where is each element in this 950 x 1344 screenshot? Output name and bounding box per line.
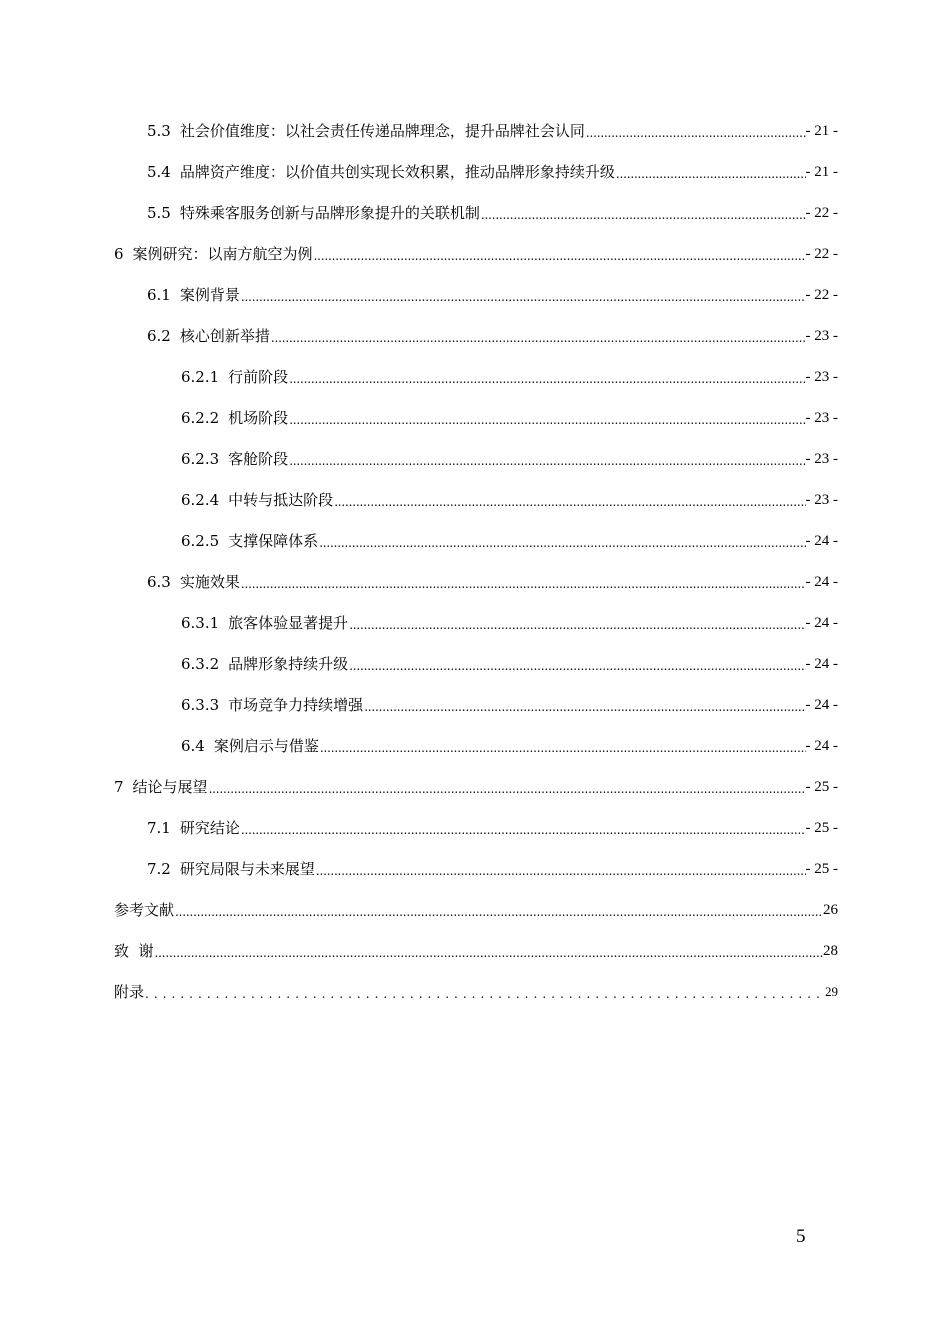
toc-entry-page: - 23 - <box>805 328 838 344</box>
toc-entry-title: 参考文献 <box>114 901 175 919</box>
toc-entry[interactable] <box>147 858 838 880</box>
dot-leader <box>348 653 805 675</box>
dot-leader <box>585 120 806 142</box>
toc-entry-title: 特殊乘客服务创新与品牌形象提升的关联机制 <box>179 204 480 222</box>
toc-entry-label <box>147 858 315 880</box>
toc-entry-label <box>181 489 333 511</box>
toc-entry-number: 5.5 <box>147 204 171 222</box>
toc-entry-page: - 23 - <box>805 451 838 467</box>
dot-leader <box>154 940 823 962</box>
toc-entry[interactable] <box>181 735 838 757</box>
dot-leader <box>270 325 806 347</box>
toc-entry-page: - 25 - <box>805 779 838 795</box>
toc-entry-page: 28 <box>823 943 838 959</box>
toc-entry[interactable] <box>181 489 838 511</box>
toc-entry-title: 附录 <box>114 983 145 1001</box>
toc-entry-page: - 22 - <box>805 246 838 262</box>
toc-entry[interactable] <box>147 120 838 142</box>
toc-entry-title: 研究结论 <box>179 819 240 837</box>
toc-entry-label <box>181 448 288 470</box>
toc-entry-title: 实施效果 <box>179 573 240 591</box>
dot-leader <box>288 407 805 429</box>
dot-leader <box>288 448 805 470</box>
dot-leader <box>240 284 806 306</box>
toc-entry-number: 6.2.5 <box>181 532 220 550</box>
toc-entry-number: 7.2 <box>147 860 171 878</box>
toc-entry[interactable] <box>114 899 838 921</box>
toc-entry-number: 6 <box>114 245 124 263</box>
toc-entry-page: - 21 - <box>805 164 838 180</box>
toc-entry-title: 行前阶段 <box>228 368 289 386</box>
toc-entry-number: 6.1 <box>147 286 171 304</box>
toc-entry-number: 6.2 <box>147 327 171 345</box>
toc-entry-label <box>114 940 154 962</box>
toc-entry-label <box>147 202 480 224</box>
toc-entry[interactable] <box>181 407 838 429</box>
toc-entry-number: 5.3 <box>147 122 171 140</box>
toc-entry-page: 26 <box>823 902 838 918</box>
toc-entry-label <box>181 366 288 388</box>
page-number: 5 <box>796 1226 806 1247</box>
toc-entry[interactable] <box>114 940 838 962</box>
toc-entry-title: 结论与展望 <box>132 778 208 796</box>
toc-entry[interactable] <box>181 366 838 388</box>
toc-entry[interactable] <box>181 448 838 470</box>
toc-entry[interactable] <box>147 161 838 183</box>
dot-leader <box>480 202 806 224</box>
toc-entry-page: - 22 - <box>805 205 838 221</box>
toc-entry-page: 29 <box>825 984 838 999</box>
toc-entry[interactable] <box>147 284 838 306</box>
toc-entry[interactable] <box>181 612 838 634</box>
toc-entry-title: 案例启示与借鉴 <box>213 737 319 755</box>
toc-entry-title: 社会价值维度：以社会责任传递品牌理念，提升品牌社会认同 <box>179 122 585 140</box>
toc-entry-page: - 22 - <box>805 287 838 303</box>
toc-entry-title: 品牌形象持续升级 <box>228 655 349 673</box>
dot-leader <box>208 776 806 798</box>
dot-leader <box>318 530 805 552</box>
toc-entry-number: 6.3.2 <box>181 655 220 673</box>
toc-entry-title: 支撑保障体系 <box>228 532 319 550</box>
toc-entry-title: 案例研究：以南方航空为例 <box>132 245 313 263</box>
dot-leader <box>174 899 823 921</box>
toc-entry-page: - 23 - <box>805 492 838 508</box>
toc-entry-page: - 24 - <box>805 574 838 590</box>
toc-entry-page: - 25 - <box>805 861 838 877</box>
toc-entry-page: - 24 - <box>805 615 838 631</box>
dot-leader <box>615 161 806 183</box>
toc-entry-number: 6.2.1 <box>181 368 220 386</box>
dot-leader <box>319 735 806 757</box>
dot-leader <box>313 243 806 265</box>
toc-entry-title: 核心创新举措 <box>179 327 270 345</box>
toc-entry-label <box>147 571 240 593</box>
toc-entry-title: 机场阶段 <box>228 409 289 427</box>
toc-entry-page: - 24 - <box>805 533 838 549</box>
toc-entry[interactable] <box>114 243 838 265</box>
toc-entry-number: 6.2.3 <box>181 450 220 468</box>
toc-entry[interactable] <box>114 981 838 1003</box>
dot-leader <box>315 858 806 880</box>
toc-entry-page: - 23 - <box>805 369 838 385</box>
toc-entry-title: 旅客体验显著提升 <box>228 614 349 632</box>
toc-entry-page: - 24 - <box>805 656 838 672</box>
toc-entry-number: 6.2.4 <box>181 491 220 509</box>
toc-entry-number: 6.2.2 <box>181 409 220 427</box>
toc-entry-number: 7 <box>114 778 124 796</box>
toc-entry-label <box>181 735 319 757</box>
toc-entry-title: 中转与抵达阶段 <box>228 491 334 509</box>
toc-entry[interactable] <box>147 571 838 593</box>
toc-entry-label <box>114 981 144 1003</box>
toc-entry[interactable] <box>181 653 838 675</box>
toc-entry-number: 7.1 <box>147 819 171 837</box>
toc-entry-title: 市场竞争力持续增强 <box>228 696 364 714</box>
toc-entry-title: 案例背景 <box>179 286 240 304</box>
toc-entry-title: 客舱阶段 <box>228 450 289 468</box>
toc-entry-number: 6.4 <box>181 737 205 755</box>
toc-entry-label <box>181 653 348 675</box>
toc-entry-label <box>181 407 288 429</box>
toc-entry-number: 6.3 <box>147 573 171 591</box>
toc-entry-label <box>181 530 318 552</box>
toc-entry[interactable] <box>147 817 838 839</box>
toc-entry-page: - 24 - <box>805 738 838 754</box>
toc-entry[interactable] <box>181 530 838 552</box>
toc-entry[interactable] <box>147 325 838 347</box>
toc-entry-number: 6.3.1 <box>181 614 220 632</box>
toc-entry-number: 6.3.3 <box>181 696 220 714</box>
toc-entry-page: - 24 - <box>805 697 838 713</box>
dot-leader <box>348 612 805 634</box>
toc-entry-label <box>114 243 313 265</box>
toc-entry[interactable] <box>147 202 838 224</box>
toc-entry-label <box>147 120 585 142</box>
toc-entry-page: - 23 - <box>805 410 838 426</box>
toc-entry-label <box>147 161 615 183</box>
toc-entry-label <box>147 817 240 839</box>
toc-entry-number: 5.4 <box>147 163 171 181</box>
toc-entry-label <box>114 899 174 921</box>
toc-entry[interactable] <box>181 694 838 716</box>
toc-entry-label <box>181 612 348 634</box>
toc-entry-page: - 21 - <box>805 123 838 139</box>
dot-leader <box>333 489 805 511</box>
toc-entry-title: 研究局限与未来展望 <box>179 860 315 878</box>
toc-entry-page: - 25 - <box>805 820 838 836</box>
dot-leader <box>288 366 805 388</box>
toc-entry[interactable] <box>114 776 838 798</box>
dot-leader <box>363 694 805 716</box>
dot-leader <box>144 981 825 1003</box>
dot-leader <box>240 571 806 593</box>
toc-entry-label <box>147 284 240 306</box>
toc-entry-title: 品牌资产维度：以价值共创实现长效积累，推动品牌形象持续升级 <box>179 163 615 181</box>
toc-entry-label <box>147 325 270 347</box>
toc-entry-label <box>114 776 208 798</box>
toc-entry-title: 致 谢 <box>114 942 154 960</box>
dot-leader <box>240 817 806 839</box>
toc-entry-label <box>181 694 363 716</box>
